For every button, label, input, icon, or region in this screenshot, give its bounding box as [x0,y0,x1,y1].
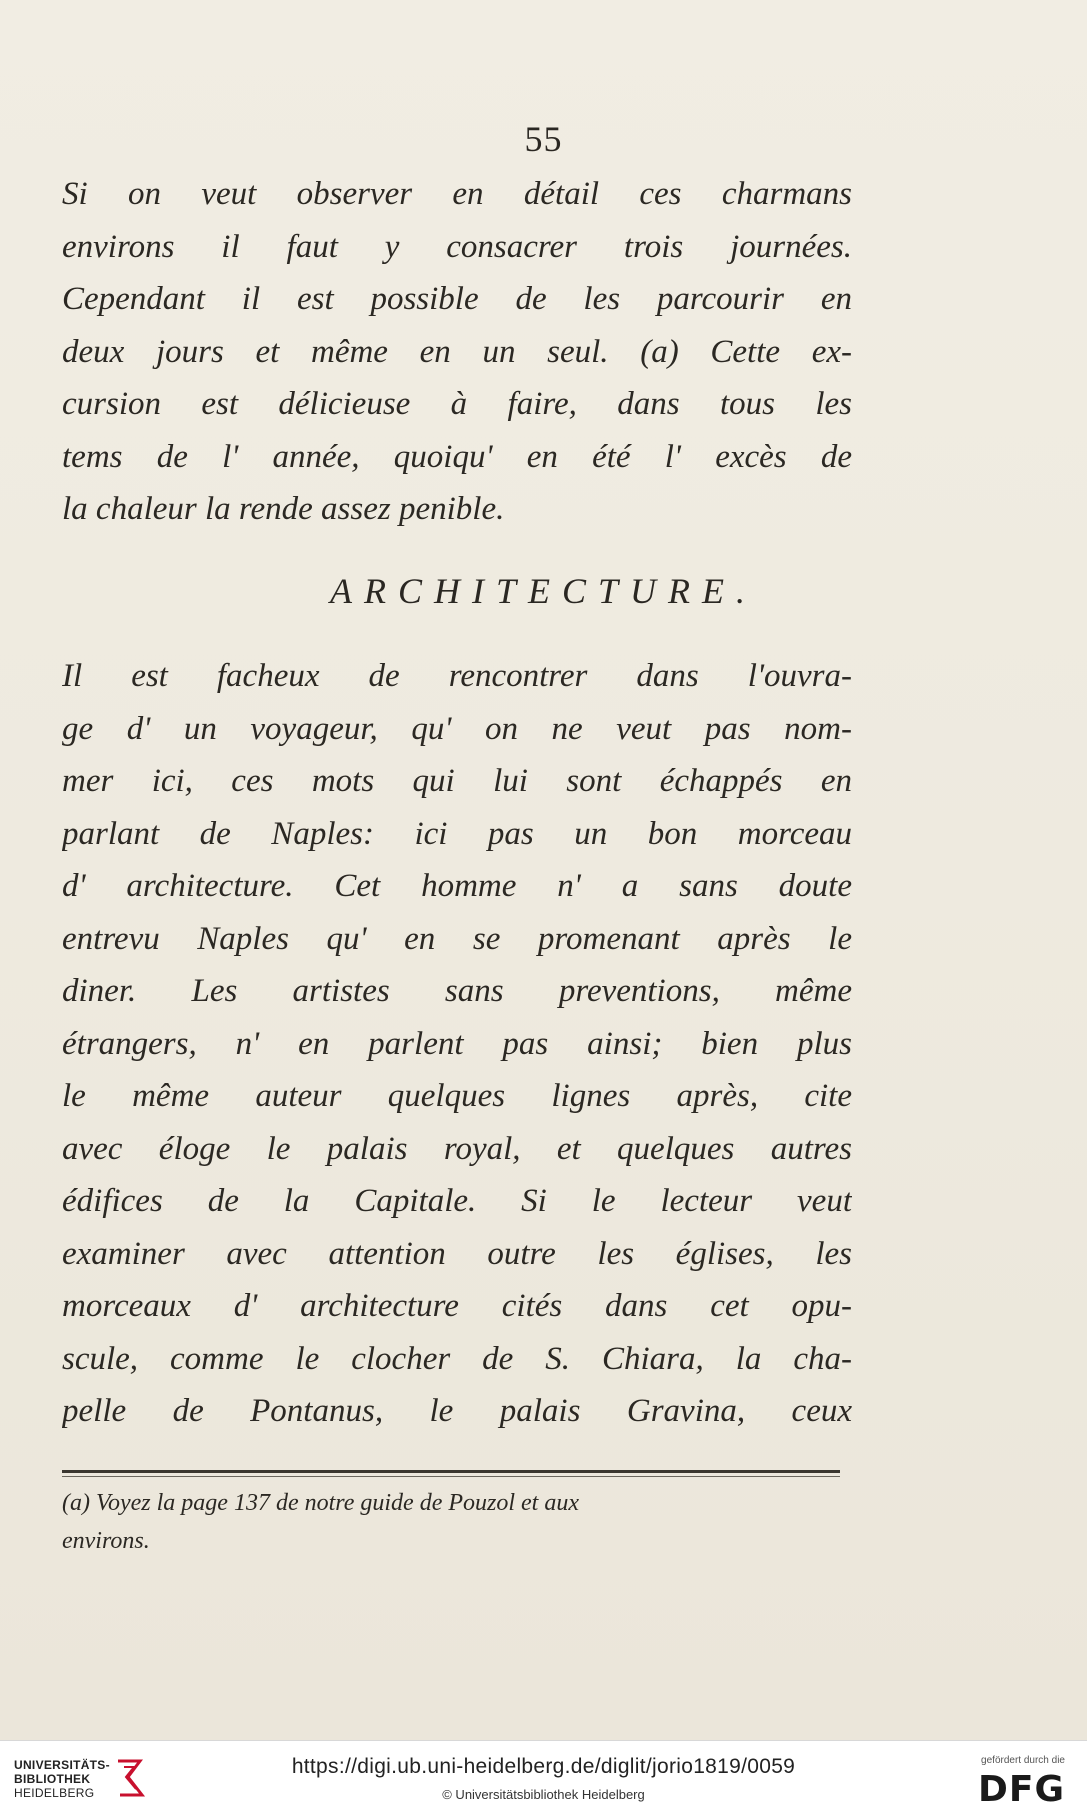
text-line: Cependant il est possible de les parcourir en [62,281,852,317]
text-line: étrangers, n' en parlent pas ainsi; bien plus [62,1025,852,1062]
page-number: 55 [524,119,563,159]
footnote-divider-thin [62,1476,840,1477]
text-line: ge d' un voyageur, qu' on ne veut pas nom- [62,710,852,747]
funding-note: gefördert durch die [981,1755,1065,1766]
footnote-line: environs. [62,1528,150,1554]
text-line: la chaleur la rende assez penible. [62,491,505,527]
paragraph-architecture [62,650,852,1438]
permalink-url[interactable]: https://digi.ub.uni-heidelberg.de/diglit/jorio1819/0059 [291,1755,796,1778]
viewer-footer [0,1740,1087,1818]
text-line: le même auteur quelques lignes après, cite [62,1078,852,1114]
text-line: diner. Les artistes sans preventions, même [62,973,852,1009]
paragraph-intro [62,168,852,536]
footnote-line: (a) Voyez la page 137 de notre guide de Pouzol et aux [62,1490,579,1516]
text-line: deux jours et même en un seul. (a) Cette ex- [62,333,852,370]
text-line: cursion est délicieuse à faire, dans tous les [62,386,852,422]
text-line: morceaux d' architecture cités dans cet opu- [62,1288,852,1324]
text-line: Si on veut observer en détail ces charmans [62,176,852,212]
library-logo[interactable]: UNIVERSITÄTS- BIBLIOTHEK HEIDELBERG [14,1758,110,1800]
text-line: édifices de la Capitale. Si le lecteur veut [62,1183,852,1219]
text-line: d' architecture. Cet homme n' a sans doute [62,868,852,904]
footnote [62,1484,852,1560]
copyright-notice: © Universitätsbibliothek Heidelberg [442,1787,645,1802]
text-line: Il est facheux de rencontrer dans l'ouvra- [62,658,852,694]
text-line: avec éloge le palais royal, et quelques autres [62,1130,852,1167]
text-line: pelle de Pontanus, le palais Gravina, ceux [62,1393,852,1429]
text-line: entrevu Naples qu' en se promenant après le [62,920,852,957]
section-heading: ARCHITECTURE. [329,571,757,611]
text-line: mer ici, ces mots qui lui sont échappés en [62,763,852,799]
text-line: environs il faut y consacrer trois journées. [62,228,852,265]
dfg-logo[interactable]: DFG [977,1769,1065,1810]
text-line: parlant de Naples: ici pas un bon morceau [62,815,852,852]
footnote-divider [62,1470,840,1473]
text-line: scule, comme le clocher de S. Chiara, la cha- [62,1340,852,1377]
text-line: tems de l' année, quoiqu' en été l' excès de [62,438,852,475]
text-line: examiner avec attention outre les églises, les [62,1235,852,1272]
